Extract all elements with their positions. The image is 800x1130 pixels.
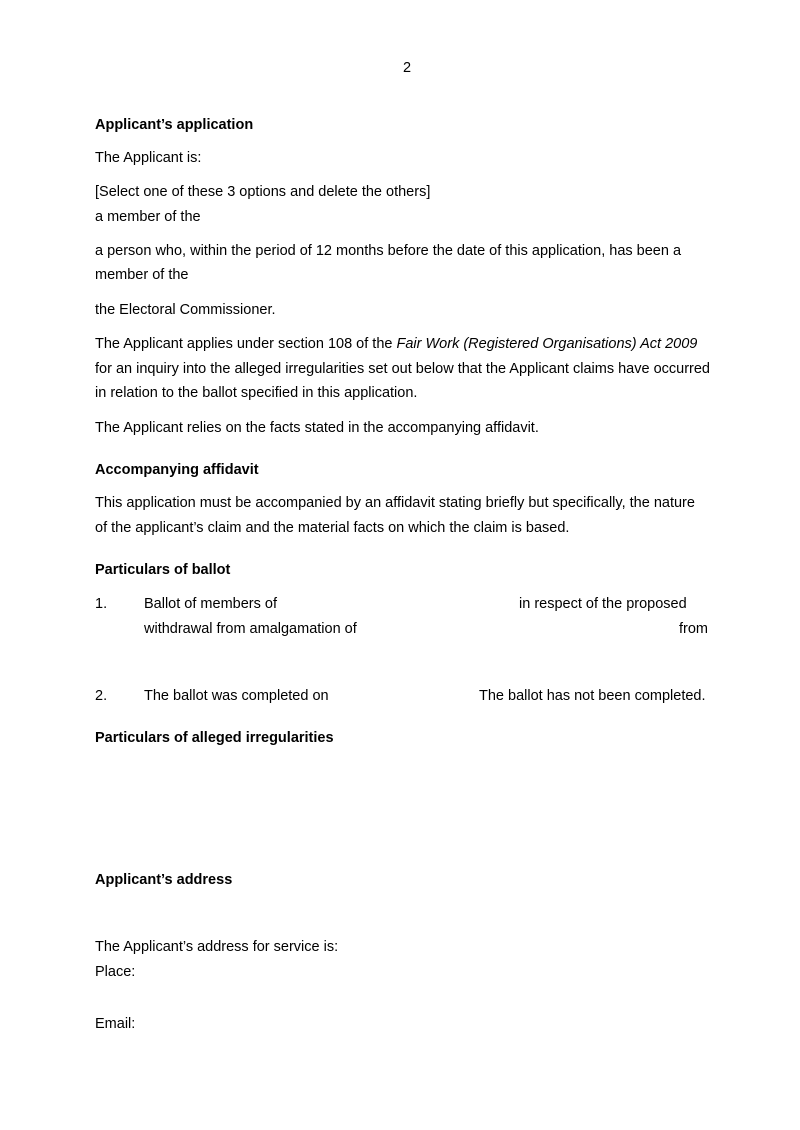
- option-former-member-line1: a person who, within the period of 12 months before the date of this application, has been a: [95, 243, 682, 259]
- email-label: Email:: [95, 1016, 136, 1032]
- applicant-is-text: The Applicant is:: [95, 150, 202, 166]
- applies-line3: in relation to the ballot specified in this application.: [95, 385, 418, 401]
- option-member: a member of the: [95, 209, 201, 225]
- place-label: Place:: [95, 964, 136, 980]
- item1-in-respect-of: in respect of the proposed: [519, 596, 687, 612]
- heading-applicants-address: Applicant’s address: [95, 872, 233, 888]
- item1-from: from: [679, 621, 708, 637]
- item1-withdrawal: withdrawal from amalgamation of: [144, 621, 357, 637]
- option-former-member-line2: member of the: [95, 267, 189, 283]
- heading-accompanying-affidavit: Accompanying affidavit: [95, 462, 259, 478]
- item1-number: 1.: [95, 596, 108, 612]
- applies-line1: [95, 335, 697, 353]
- item2-ballot-not-completed: The ballot has not been completed.: [479, 688, 706, 704]
- item2-number: 2.: [95, 688, 108, 704]
- item2-ballot-completed-on: The ballot was completed on: [144, 688, 329, 704]
- applies-line1-text: The Applicant applies under section 108 of the: [95, 336, 397, 352]
- option-electoral-commissioner: the Electoral Commissioner.: [95, 302, 276, 318]
- relies-text: The Applicant relies on the facts stated in the accompanying affidavit.: [95, 420, 539, 436]
- affidavit-line2: of the applicant’s claim and the material facts on which the claim is based.: [95, 520, 570, 536]
- select-instruction: [Select one of these 3 options and delete the others]: [95, 184, 431, 200]
- act-title: Fair Work (Registered Organisations) Act 2009: [396, 336, 698, 352]
- heading-particulars-of-irregularities: Particulars of alleged irregularities: [95, 730, 334, 746]
- item1-ballot-of-members: Ballot of members of: [144, 596, 277, 612]
- heading-applicants-application: Applicant’s application: [95, 117, 254, 133]
- applies-line2: for an inquiry into the alleged irregularities set out below that the Applicant claims have occurred: [95, 361, 710, 377]
- address-for-service-text: The Applicant’s address for service is:: [95, 939, 339, 955]
- page-number: 2: [403, 60, 412, 76]
- heading-particulars-of-ballot: Particulars of ballot: [95, 562, 231, 578]
- affidavit-line1: This application must be accompanied by an affidavit stating briefly but specifically, the nature: [95, 495, 695, 511]
